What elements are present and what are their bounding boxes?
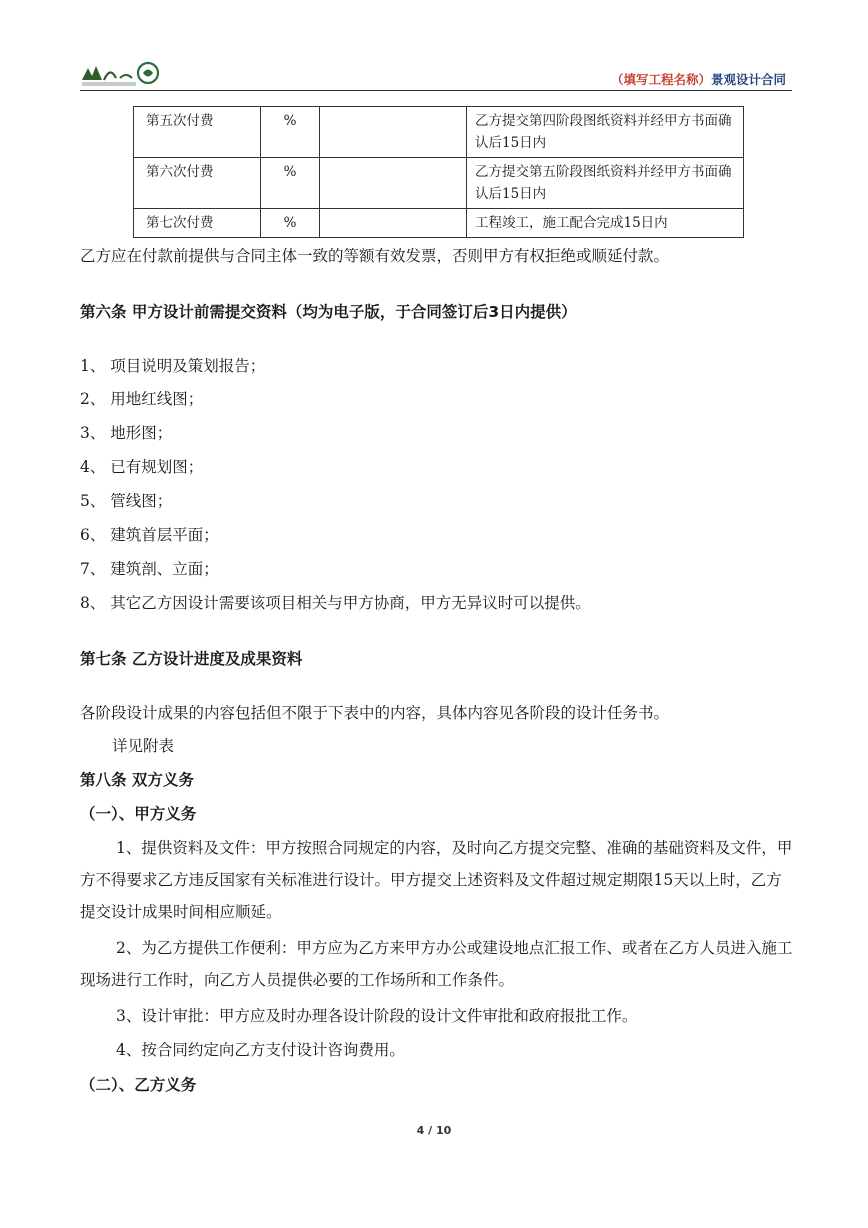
list-item: 8、 其它乙方因设计需要该项目相关与甲方协商，甲方无异议时可以提供。 — [80, 594, 591, 612]
see-appendix: 详见附表 — [112, 737, 175, 755]
payment-condition-cell: 工程竣工，施工配合完成15日内 — [467, 209, 744, 238]
party-b-heading: （二）、乙方义务 — [80, 1076, 197, 1094]
party-a-heading: （一）、甲方义务 — [80, 805, 197, 823]
article8-heading: 第八条 双方义务 — [80, 771, 194, 789]
article7-body: 各阶段设计成果的内容包括但不限于下表中的内容，具体内容见各阶段的设计任务书。 — [80, 704, 670, 722]
list-item: 6、 建筑首层平面； — [80, 526, 219, 544]
company-logo — [80, 58, 164, 88]
payment-condition-cell: 乙方提交第五阶段图纸资料并经甲方书面确认后15日内 — [467, 158, 744, 209]
payment-amount-cell — [320, 209, 467, 238]
party-a-item-2: 2、为乙方提供工作便利：甲方应为乙方来甲方办公或建设地点汇报工作、或者在乙方人员进入施工现场进行工作时，向乙方人员提供必要的工作场所和工作条件。 — [80, 939, 793, 989]
payment-percent-cell: % — [261, 107, 320, 158]
payment-schedule-table — [133, 106, 744, 238]
payment-stage-cell: 第七次付费 — [134, 209, 261, 238]
list-item: 1、 项目说明及策划报告； — [80, 357, 266, 375]
payment-percent-cell: % — [261, 158, 320, 209]
list-item: 7、 建筑剖、立面； — [80, 560, 219, 578]
project-name-placeholder: （填写工程名称） — [610, 72, 711, 87]
payment-amount-cell — [320, 158, 467, 209]
article6-heading: 第六条 甲方设计前需提交资料（均为电子版，于合同签订后3日内提供） — [80, 303, 577, 321]
party-a-item-1: 1、提供资料及文件：甲方按照合同规定的内容，及时向乙方提交完整、准确的基础资料及文件，甲方不得要求乙方违反国家有关标准进行设计。甲方提交上述资料及文件超过规定期限15天以上时，乙方提交设计成果时间相应顺延。 — [80, 839, 793, 921]
party-a-item-3: 3、设计审批：甲方应及时办理各设计阶段的设计文件审批和政府报批工作。 — [116, 1007, 638, 1025]
invoice-note: 乙方应在付款前提供与合同主体一致的等额有效发票，否则甲方有权拒绝或顺延付款。 — [80, 247, 670, 265]
page-number: 4 / 10 — [416, 1124, 452, 1137]
list-item: 5、 管线图； — [80, 492, 173, 510]
article7-heading: 第七条 乙方设计进度及成果资料 — [80, 650, 303, 668]
list-item: 2、 用地红线图； — [80, 390, 204, 408]
payment-amount-cell — [320, 107, 467, 158]
contract-type: 景观设计合同 — [710, 72, 786, 87]
party-a-item-4: 4、按合同约定向乙方支付设计咨询费用。 — [116, 1041, 405, 1059]
page-header — [80, 56, 792, 91]
document-title — [611, 70, 786, 88]
payment-stage-cell: 第六次付费 — [134, 158, 261, 209]
table-row — [134, 209, 744, 238]
list-item: 3、 地形图； — [80, 424, 173, 442]
table-row — [134, 107, 744, 158]
payment-percent-cell: % — [261, 209, 320, 238]
payment-stage-cell: 第五次付费 — [134, 107, 261, 158]
payment-condition-cell: 乙方提交第四阶段图纸资料并经甲方书面确认后15日内 — [467, 107, 744, 158]
list-item: 4、 已有规划图； — [80, 458, 204, 476]
table-row — [134, 158, 744, 209]
